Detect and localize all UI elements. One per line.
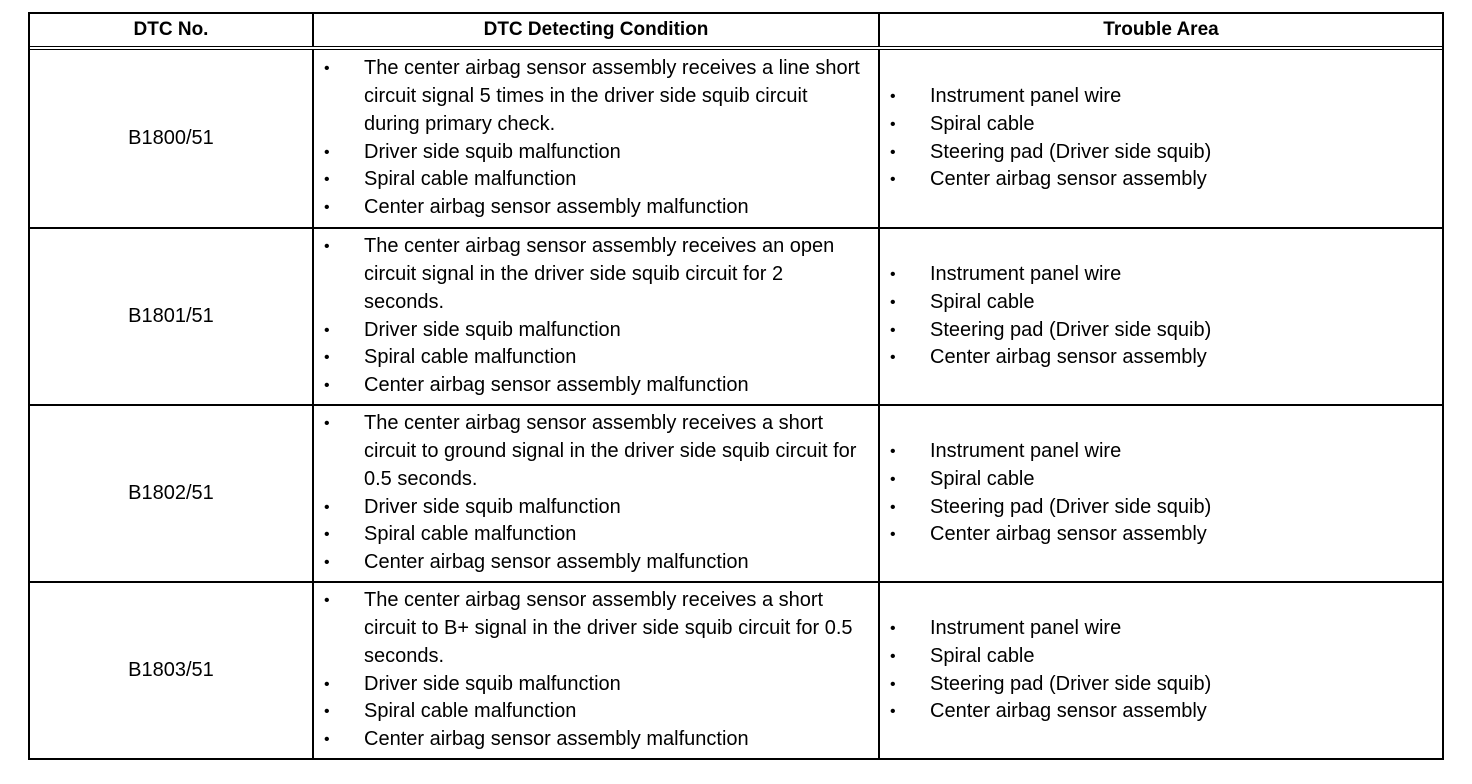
list-item: • Spiral cable malfunction bbox=[324, 344, 864, 372]
list-item: • Center airbag sensor assembly malfunction bbox=[324, 726, 864, 754]
list-item: • Center airbag sensor assembly bbox=[890, 698, 1211, 726]
trouble-area-list bbox=[890, 83, 1211, 194]
trouble-area-list bbox=[890, 261, 1211, 372]
condition-cell bbox=[314, 583, 880, 758]
dtc-code-cell bbox=[30, 50, 314, 227]
condition-list bbox=[324, 233, 864, 400]
list-item: • Spiral cable bbox=[890, 289, 1211, 317]
list-item: • Spiral cable bbox=[890, 643, 1211, 671]
dtc-code: B1800/51 bbox=[128, 127, 214, 149]
list-item: • The center airbag sensor assembly receives a line short circuit signal 5 times in the driver side squib circuit during primary check. bbox=[324, 55, 864, 138]
table-row bbox=[30, 404, 1442, 581]
list-item: • Driver side squib malfunction bbox=[324, 494, 864, 522]
dtc-code-cell bbox=[30, 583, 314, 758]
dtc-table bbox=[28, 12, 1444, 760]
trouble-area-cell bbox=[880, 229, 1442, 404]
list-item: • The center airbag sensor assembly receives an open circuit signal in the driver side squib circuit for 2 seconds. bbox=[324, 233, 864, 316]
trouble-area-cell bbox=[880, 50, 1442, 227]
list-item: • Center airbag sensor assembly malfunction bbox=[324, 549, 864, 577]
list-item: • Spiral cable malfunction bbox=[324, 521, 864, 549]
table-row bbox=[30, 50, 1442, 227]
list-item: • Steering pad (Driver side squib) bbox=[890, 671, 1211, 699]
list-item: • Instrument panel wire bbox=[890, 615, 1211, 643]
dtc-code-cell bbox=[30, 406, 314, 581]
condition-cell bbox=[314, 229, 880, 404]
list-item: • The center airbag sensor assembly receives a short circuit to ground signal in the driver side squib circuit for 0.5 seconds. bbox=[324, 410, 864, 493]
trouble-area-list bbox=[890, 615, 1211, 726]
trouble-area-list bbox=[890, 438, 1211, 549]
list-item: • Driver side squib malfunction bbox=[324, 317, 864, 345]
list-item: • Spiral cable malfunction bbox=[324, 698, 864, 726]
list-item: • Spiral cable malfunction bbox=[324, 166, 864, 194]
condition-cell bbox=[314, 406, 880, 581]
condition-cell bbox=[314, 50, 880, 227]
condition-list bbox=[324, 410, 864, 577]
list-item: • Instrument panel wire bbox=[890, 438, 1211, 466]
header-detecting-condition: DTC Detecting Condition bbox=[314, 14, 880, 46]
dtc-code: B1801/51 bbox=[128, 305, 214, 327]
list-item: • Center airbag sensor assembly bbox=[890, 166, 1211, 194]
table-row bbox=[30, 227, 1442, 404]
table-row bbox=[30, 581, 1442, 758]
list-item: • The center airbag sensor assembly receives a short circuit to B+ signal in the driver side squib circuit for 0.5 seconds. bbox=[324, 587, 864, 670]
dtc-code: B1802/51 bbox=[128, 482, 214, 504]
dtc-code: B1803/51 bbox=[128, 659, 214, 681]
trouble-area-cell bbox=[880, 583, 1442, 758]
table-header-row bbox=[30, 14, 1442, 50]
list-item: • Center airbag sensor assembly malfunction bbox=[324, 194, 864, 222]
trouble-area-cell bbox=[880, 406, 1442, 581]
condition-list bbox=[324, 587, 864, 754]
list-item: • Driver side squib malfunction bbox=[324, 671, 864, 699]
dtc-code-cell bbox=[30, 229, 314, 404]
list-item: • Steering pad (Driver side squib) bbox=[890, 494, 1211, 522]
condition-list bbox=[324, 55, 864, 222]
list-item: • Driver side squib malfunction bbox=[324, 139, 864, 167]
list-item: • Spiral cable bbox=[890, 466, 1211, 494]
list-item: • Center airbag sensor assembly bbox=[890, 521, 1211, 549]
header-trouble-area: Trouble Area bbox=[1103, 19, 1219, 40]
list-item: • Steering pad (Driver side squib) bbox=[890, 139, 1211, 167]
list-item: • Instrument panel wire bbox=[890, 261, 1211, 289]
list-item: • Instrument panel wire bbox=[890, 83, 1211, 111]
list-item: • Steering pad (Driver side squib) bbox=[890, 317, 1211, 345]
header-dtc-no: DTC No. bbox=[30, 14, 314, 46]
list-item: • Center airbag sensor assembly bbox=[890, 344, 1211, 372]
list-item: • Spiral cable bbox=[890, 111, 1211, 139]
list-item: • Center airbag sensor assembly malfunction bbox=[324, 372, 864, 400]
